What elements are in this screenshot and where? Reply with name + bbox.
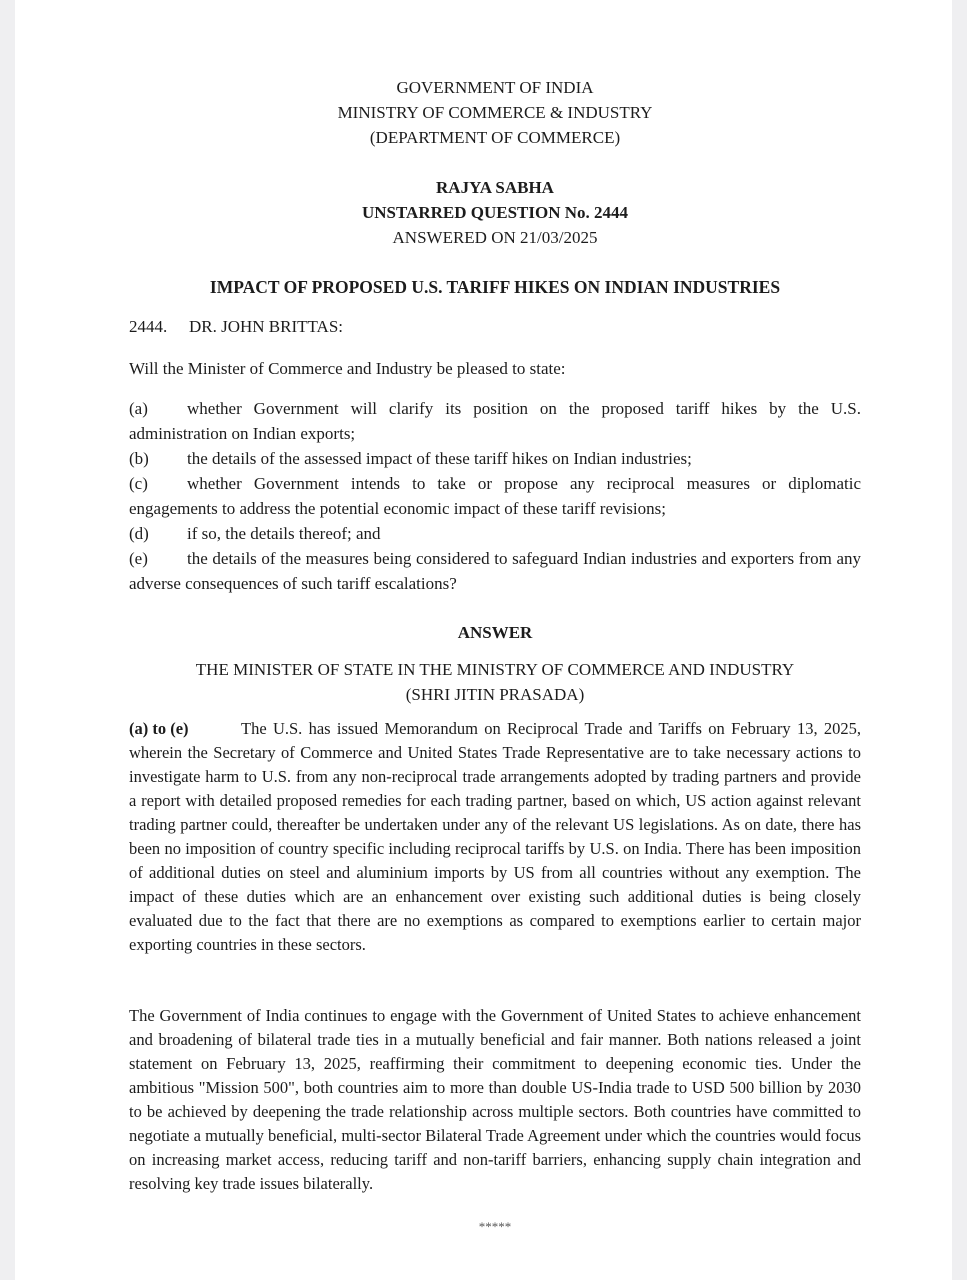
question-number: UNSTARRED QUESTION No. 2444 <box>361 203 629 222</box>
question-label: (b) <box>129 449 149 468</box>
question-text: whether Government intends to take or propose any reciprocal measures or diplomatic engagements to address the potential economic impact of these tariff revisions; <box>129 474 861 518</box>
question-item <box>129 471 861 521</box>
answer-label: (a) to (e) <box>129 719 189 738</box>
header-line-government: GOVERNMENT OF INDIA <box>396 78 594 97</box>
question-intro: Will the Minister of Commerce and Industry be pleased to state: <box>129 359 566 378</box>
question-item <box>129 396 861 446</box>
header-line-department: (DEPARTMENT OF COMMERCE) <box>369 128 621 147</box>
question-label: (e) <box>129 549 148 568</box>
header-line-ministry: MINISTRY OF COMMERCE & INDUSTRY <box>337 103 653 122</box>
question-label: (a) <box>129 399 148 418</box>
answer-paragraph-2: The Government of India continues to engage with the Government of United States to achieve enhancement and broadening of bilateral trade ties in a mutually beneficial and fair manner. Both nations released a joint statement on February 13, 2025, reaffirming their commitment to deepening economic ties. Under the ambitious "Mission 500", both countries aim to more than double US-India trade to USD 500 billion by 2030 to be achieved by deepening the trade relationship across multiple sectors. Both countries have committed to negotiate a mutually beneficial, multi-sector Bilateral Trade Agreement under which the countries would focus on increasing market access, reducing tariff and non-tariff barriers, enhancing supply chain integration and resolving key trade issues bilaterally. <box>129 1006 861 1193</box>
question-label: (c) <box>129 474 148 493</box>
right-margin <box>952 0 967 1280</box>
document-title: IMPACT OF PROPOSED U.S. TARIFF HIKES ON INDIAN INDUSTRIES <box>209 277 781 297</box>
answer-heading: ANSWER <box>457 623 533 642</box>
minister-name: (SHRI JITIN PRASADA) <box>405 685 585 704</box>
asker-name: DR. JOHN BRITTAS: <box>189 317 344 336</box>
question-list <box>129 396 861 596</box>
question-text: whether Government will clarify its position on the proposed tariff hikes by the U.S. administration on Indian exports; <box>129 399 861 443</box>
question-text: the details of the assessed impact of these tariff hikes on Indian industries; <box>187 449 692 468</box>
question-text: the details of the measures being considered to safeguard Indian industries and exporters from any adverse consequences of such tariff escalations? <box>129 549 861 593</box>
question-item <box>129 446 861 471</box>
document-page <box>15 0 952 1280</box>
end-marker: ***** <box>478 1219 512 1234</box>
left-margin <box>0 0 15 1280</box>
answered-date: ANSWERED ON 21/03/2025 <box>392 228 598 247</box>
minister-block <box>129 657 861 707</box>
asker-line <box>129 314 343 339</box>
answer-paragraph-1-text: The U.S. has issued Memorandum on Reciprocal Trade and Tariffs on February 13, 2025, wherein the Secretary of Commerce and United States Trade Representative are to take necessary actions to investigate harm to U.S. from any non-reciprocal trade arrangements adopted by trading partners and provide a report with detailed proposed remedies for each trading partner, based on which, US action against relevant trading partner could, thereafter be undertaken under any of the relevant US legislations. As on date, there has been no imposition of country specific including reciprocal tariffs by U.S. on India. There has been imposition of additional duties on steel and aluminium imports by US from all countries without any exemption. The impact of these duties which are an enhancement over existing such additional duties is being closely evaluated due to the fact that there are no exemptions as compared to exemptions earlier to certain major exporting countries in these sectors. <box>129 719 861 954</box>
question-serial: 2444. <box>129 317 168 336</box>
question-item <box>129 521 861 546</box>
question-item <box>129 546 861 596</box>
ministry-header <box>129 75 861 150</box>
answer-paragraph-1 <box>129 717 861 957</box>
question-header <box>129 175 861 250</box>
question-text: if so, the details thereof; and <box>187 524 381 543</box>
minister-title: THE MINISTER OF STATE IN THE MINISTRY OF COMMERCE AND INDUSTRY <box>195 660 795 679</box>
question-label: (d) <box>129 524 149 543</box>
house-name: RAJYA SABHA <box>436 178 554 197</box>
